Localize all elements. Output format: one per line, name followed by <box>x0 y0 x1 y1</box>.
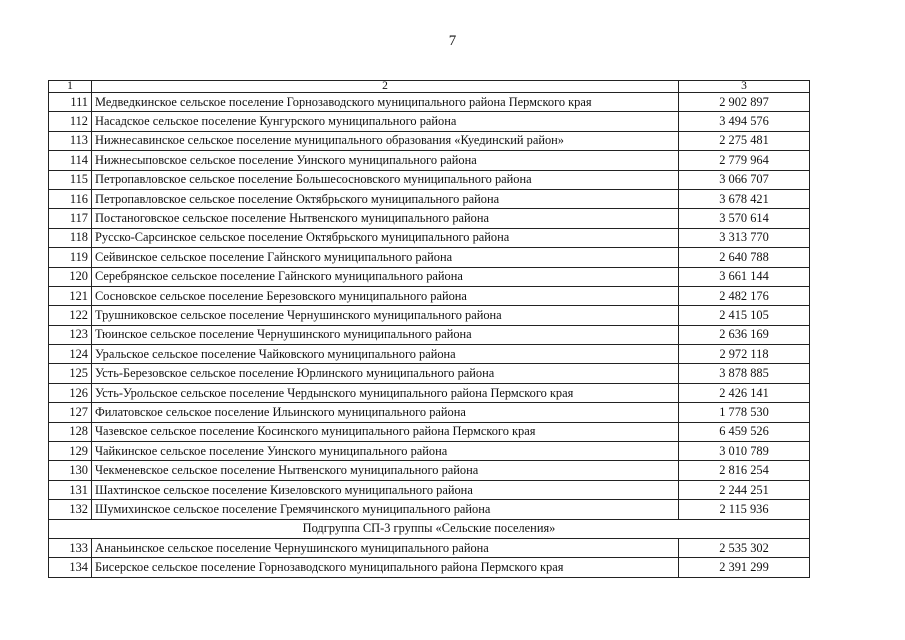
table-row <box>49 170 810 189</box>
table-row <box>49 306 810 325</box>
header-col-1: 1 <box>49 81 92 93</box>
row-amount: 2 535 302 <box>679 538 810 557</box>
row-settlement-name: Уральское сельское поселение Чайковского муниципального района <box>92 345 679 364</box>
row-settlement-name: Ананьинское сельское поселение Чернушинского муниципального района <box>92 538 679 557</box>
row-number: 117 <box>49 209 92 228</box>
row-amount: 2 636 169 <box>679 325 810 344</box>
row-settlement-name: Тюинское сельское поселение Чернушинского муниципального района <box>92 325 679 344</box>
row-number: 123 <box>49 325 92 344</box>
row-settlement-name: Шумихинское сельское поселение Гремячинского муниципального района <box>92 500 679 519</box>
row-settlement-name: Чайкинское сельское поселение Уинского муниципального района <box>92 442 679 461</box>
row-settlement-name: Усть-Березовское сельское поселение Юрлинского муниципального района <box>92 364 679 383</box>
row-settlement-name: Серебрянское сельское поселение Гайнского муниципального района <box>92 267 679 286</box>
row-number: 116 <box>49 189 92 208</box>
table-header-row <box>49 81 810 93</box>
table-row <box>49 422 810 441</box>
page-number: 7 <box>448 33 457 49</box>
row-amount: 2 426 141 <box>679 383 810 402</box>
table-row <box>49 286 810 305</box>
row-amount: 2 275 481 <box>679 131 810 150</box>
table-row <box>49 364 810 383</box>
table-row <box>49 131 810 150</box>
header-col-2: 2 <box>92 81 679 93</box>
row-number: 127 <box>49 403 92 422</box>
row-number: 126 <box>49 383 92 402</box>
table-row <box>49 112 810 131</box>
row-settlement-name: Филатовское сельское поселение Ильинского муниципального района <box>92 403 679 422</box>
table-row <box>49 558 810 577</box>
row-amount: 3 313 770 <box>679 228 810 247</box>
table-row <box>49 228 810 247</box>
row-number: 129 <box>49 442 92 461</box>
row-amount: 3 010 789 <box>679 442 810 461</box>
row-number: 114 <box>49 151 92 170</box>
allocation-table <box>48 80 810 578</box>
row-number: 133 <box>49 538 92 557</box>
row-number: 124 <box>49 345 92 364</box>
row-settlement-name: Насадское сельское поселение Кунгурского муниципального района <box>92 112 679 131</box>
table-row <box>49 442 810 461</box>
table-row <box>49 480 810 499</box>
row-settlement-name: Нижнесавинское сельское поселение муниципального образования «Куединский район» <box>92 131 679 150</box>
table-row <box>49 345 810 364</box>
row-amount: 2 816 254 <box>679 461 810 480</box>
table-row <box>49 500 810 519</box>
table-row <box>49 461 810 480</box>
row-number: 112 <box>49 112 92 131</box>
row-number: 119 <box>49 248 92 267</box>
row-amount: 3 878 885 <box>679 364 810 383</box>
row-number: 130 <box>49 461 92 480</box>
row-amount: 2 482 176 <box>679 286 810 305</box>
row-number: 113 <box>49 131 92 150</box>
row-number: 125 <box>49 364 92 383</box>
row-settlement-name: Нижнесыповское сельское поселение Уинского муниципального района <box>92 151 679 170</box>
table-row <box>49 151 810 170</box>
row-amount: 3 678 421 <box>679 189 810 208</box>
header-col-3: 3 <box>679 81 810 93</box>
row-number: 131 <box>49 480 92 499</box>
subgroup-label: Подгруппа СП-3 группы «Сельские поселения» <box>49 519 810 538</box>
row-number: 115 <box>49 170 92 189</box>
row-settlement-name: Шахтинское сельское поселение Кизеловского муниципального района <box>92 480 679 499</box>
row-amount: 3 494 576 <box>679 112 810 131</box>
table-row <box>49 209 810 228</box>
subgroup-row <box>49 519 810 538</box>
row-amount: 2 115 936 <box>679 500 810 519</box>
row-settlement-name: Медведкинское сельское поселение Горнозаводского муниципального района Пермского края <box>92 93 679 112</box>
row-number: 121 <box>49 286 92 305</box>
row-settlement-name: Русско-Сарсинское сельское поселение Октябрьского муниципального района <box>92 228 679 247</box>
row-amount: 2 779 964 <box>679 151 810 170</box>
row-settlement-name: Сосновское сельское поселение Березовского муниципального района <box>92 286 679 305</box>
table-row <box>49 189 810 208</box>
row-amount: 2 415 105 <box>679 306 810 325</box>
row-amount: 2 902 897 <box>679 93 810 112</box>
table-row <box>49 267 810 286</box>
row-settlement-name: Постаноговское сельское поселение Нытвенского муниципального района <box>92 209 679 228</box>
row-amount: 3 570 614 <box>679 209 810 228</box>
row-number: 134 <box>49 558 92 577</box>
row-settlement-name: Петропавловское сельское поселение Октябрьского муниципального района <box>92 189 679 208</box>
row-settlement-name: Чекменевское сельское поселение Нытвенского муниципального района <box>92 461 679 480</box>
row-number: 132 <box>49 500 92 519</box>
row-amount: 2 244 251 <box>679 480 810 499</box>
table-row <box>49 538 810 557</box>
table-row <box>49 403 810 422</box>
row-number: 111 <box>49 93 92 112</box>
row-amount: 2 640 788 <box>679 248 810 267</box>
table-body <box>49 81 810 578</box>
row-amount: 3 661 144 <box>679 267 810 286</box>
row-settlement-name: Петропавловское сельское поселение Большесосновского муниципального района <box>92 170 679 189</box>
row-amount: 6 459 526 <box>679 422 810 441</box>
table-row <box>49 248 810 267</box>
row-settlement-name: Усть-Урольское сельское поселение Чердынского муниципального района Пермского края <box>92 383 679 402</box>
table-row <box>49 383 810 402</box>
row-amount: 2 391 299 <box>679 558 810 577</box>
table-row <box>49 93 810 112</box>
row-amount: 1 778 530 <box>679 403 810 422</box>
row-amount: 2 972 118 <box>679 345 810 364</box>
row-number: 120 <box>49 267 92 286</box>
row-number: 128 <box>49 422 92 441</box>
row-settlement-name: Бисерское сельское поселение Горнозаводского муниципального района Пермского края <box>92 558 679 577</box>
row-number: 122 <box>49 306 92 325</box>
row-amount: 3 066 707 <box>679 170 810 189</box>
row-settlement-name: Сейвинское сельское поселение Гайнского муниципального района <box>92 248 679 267</box>
row-settlement-name: Чазевское сельское поселение Косинского муниципального района Пермского края <box>92 422 679 441</box>
table-row <box>49 325 810 344</box>
row-settlement-name: Трушниковское сельское поселение Чернушинского муниципального района <box>92 306 679 325</box>
row-number: 118 <box>49 228 92 247</box>
